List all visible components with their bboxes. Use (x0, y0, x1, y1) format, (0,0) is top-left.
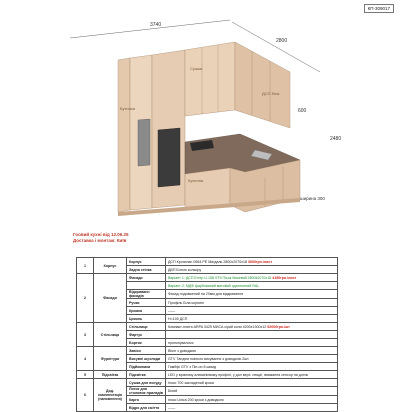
item-description: Інокс 700 закладений кроки (166, 379, 338, 387)
label-sushka: Сушка (190, 66, 203, 71)
item-name: Завіси (127, 347, 166, 355)
tall-cabinet-left (118, 58, 130, 212)
item-name: Відро для сміття (127, 404, 166, 412)
dim-height: 2480 (330, 136, 342, 142)
item-description: —— (166, 307, 338, 315)
item-name: Задня стінка (127, 266, 166, 274)
spec-table (76, 257, 338, 412)
section-number: 6 (77, 379, 94, 412)
spec-row (77, 371, 338, 379)
item-name: Відкриванн фасадів (127, 290, 166, 299)
section-number: 2 (77, 274, 94, 323)
delivery-note: Доставка і монтаж: Київ (73, 238, 127, 243)
base-cabinets-back (185, 168, 230, 208)
item-description: Профіль Біла корнипі (166, 299, 338, 307)
upper-cabinets-back (185, 42, 235, 116)
item-description: пропонувалося (166, 339, 338, 347)
label-butylka: Бутилка (120, 106, 135, 111)
oven-left (138, 119, 150, 166)
section-label: Стільниця (94, 323, 127, 347)
item-description: Варіант 1: ДСП Еггер U 156 ST9 Пісок бежевий 2800х2070х18 4150грн./лист (166, 274, 338, 282)
item-description (166, 331, 338, 339)
item-description: Blum з доводкою (166, 347, 338, 355)
item-name: Карго (127, 396, 166, 404)
item-description: Білий (166, 387, 338, 396)
item-description: LED у врізному алюмінієвому профілі, у дол верх. нещиї, вмикання сенсор на дотик (166, 371, 338, 379)
spec-row (77, 347, 338, 355)
item-description: ДСП Кронспан 0564 РЕ Мигдаль 2800х2070х18 3000грн./лист (166, 258, 338, 266)
item-price: 4150грн./лист (272, 275, 297, 280)
spec-row (77, 258, 338, 266)
section-label: Фурнітура (94, 347, 127, 371)
item-description: Варіант 2: МДФ фарбований матовий однотонний RAL (166, 282, 338, 290)
item-name: Ручки (127, 299, 166, 307)
item-name: Фасади (127, 274, 166, 282)
upper-cabinets-right (235, 42, 290, 128)
item-description: ДВП Білого кольору (166, 266, 338, 274)
item-name: Корпус (127, 258, 166, 266)
item-description: GTV Тандем повного висування з доводкою 2шт. (166, 355, 338, 363)
item-name: Підйомники (127, 363, 166, 371)
item-price: 92000грн./шт (267, 324, 290, 329)
spec-row (77, 323, 338, 331)
section-label: Корпус (94, 258, 127, 274)
item-description: —— (166, 404, 338, 412)
dim-worktop: 600 (298, 108, 307, 114)
item-description: Інокс Unica 200 кроки з доводкою (166, 396, 338, 404)
item-name: Висувні шухляди (127, 355, 166, 363)
section-label: Дод. комплектація (наповнення) (94, 379, 127, 412)
order-notes (73, 232, 129, 244)
item-price: 3000грн./лист (248, 259, 273, 264)
dim-right-depth: 2800 (276, 38, 288, 44)
item-name: Лоток для столових приладів (127, 387, 166, 396)
section-number: 5 (77, 371, 94, 379)
oven-built-in (158, 128, 180, 187)
spec-row (77, 379, 338, 387)
section-number: 1 (77, 258, 94, 274)
item-name: Фартук (127, 331, 166, 339)
section-label: Фасади (94, 274, 127, 323)
item-description: Н=100 ДСП (166, 315, 338, 323)
dim-top-width: 3740 (150, 22, 162, 28)
section-number: 3 (77, 323, 94, 347)
item-name: Стільниця (127, 323, 166, 331)
wall-width-label: ширина 300 (300, 196, 325, 201)
item-name: Цоколь (127, 315, 166, 323)
item-name (127, 282, 166, 290)
section-label: Підсвітка (94, 371, 127, 379)
item-description: Гамбфі GTV з Піп-он 8 шимд (166, 363, 338, 371)
spec-row (77, 274, 338, 282)
section-number: 4 (77, 347, 94, 371)
document-id: КП-309017 (364, 4, 394, 13)
label-dsp-bila: ДСП біла (262, 91, 280, 96)
term-note: Гоовий кухні від 12.06.25 (73, 232, 129, 237)
label-kukhonna: Кухонна (188, 178, 204, 183)
item-name: Бортик (127, 339, 166, 347)
item-description: Компакт-плита ARPA 3425 МИСА сірий коли 4200х1300х12 92000грн./шт (166, 323, 338, 331)
item-name: Підсвітка (127, 371, 166, 379)
item-name: Сушка для посуду (127, 379, 166, 387)
item-description: Фасад подовжений на 20мм для відкривання (166, 290, 338, 299)
item-name: Кромка (127, 307, 166, 315)
